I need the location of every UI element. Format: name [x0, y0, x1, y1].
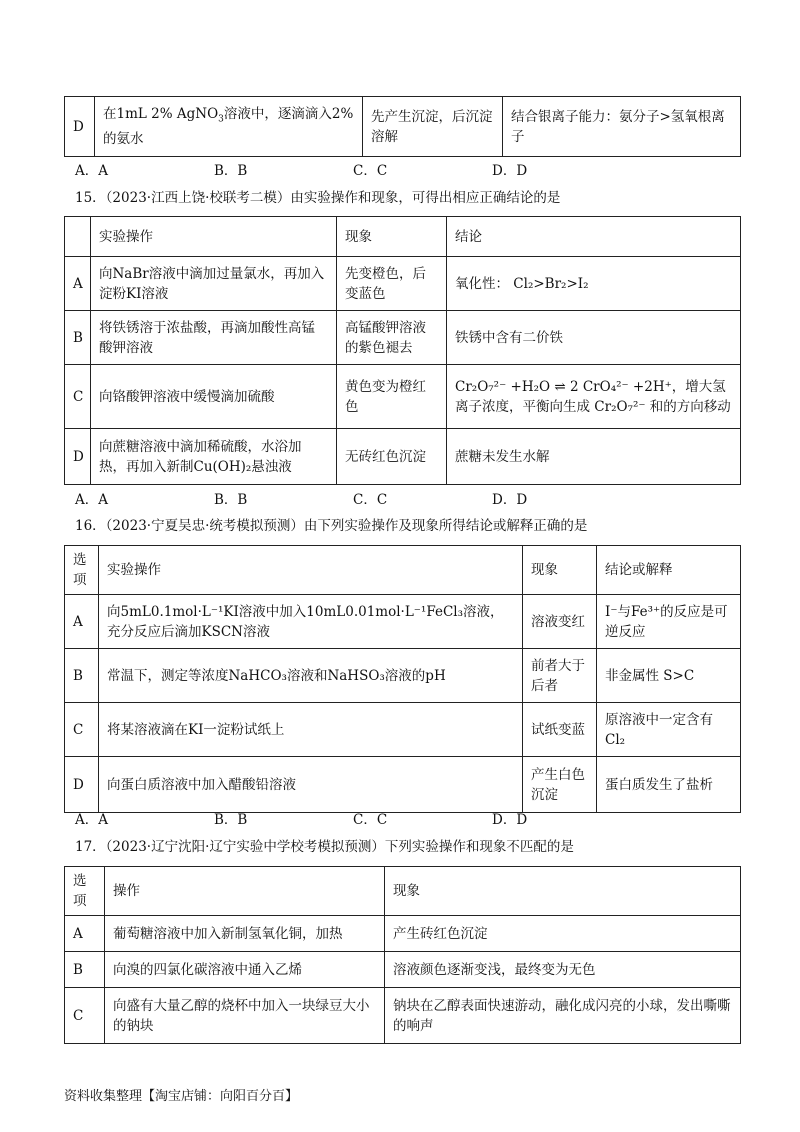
option-b[interactable]: B．B	[214, 812, 248, 828]
q15-options	[75, 488, 775, 506]
option-b[interactable]: B．B	[214, 163, 248, 179]
table-row: C 向盛有大量乙醇的烧杯中加入一块绿豆大小的钠块 钠块在乙醇表面快速游动，融化成闪亮的小球，发出嘶嘶的响声	[65, 988, 741, 1044]
table-header: 选项 操作 现象	[65, 867, 741, 916]
table-row: A 向NaBr溶液中滴加过量氯水，再加入淀粉KI溶液 先变橙色，后变蓝色 氧化性： Cl₂>Br₂>I₂	[65, 257, 741, 311]
q16-table	[64, 545, 741, 813]
q14-options	[75, 159, 775, 177]
option-b[interactable]: B．B	[214, 492, 248, 508]
conclusion-cell: 结合银离子能力：氨分子>氢氧根离子	[503, 97, 741, 157]
table-row: D 向蛋白质溶液中加入醋酸铅溶液 产生白色沉淀 蛋白质发生了盐析	[65, 757, 741, 813]
table-row: B 向溴的四氯化碳溶液中通入乙烯 溶液颜色逐渐变浅，最终变为无色	[65, 952, 741, 988]
table-header: 选项 实验操作 现象 结论或解释	[65, 546, 741, 595]
table-row: A 葡萄糖溶液中加入新制氢氧化铜，加热 产生砖红色沉淀	[65, 916, 741, 952]
table-row	[65, 97, 741, 157]
q17-table	[64, 866, 741, 1044]
q16-stem: 16．（2023·宁夏吴忠·统考模拟预测）由下列实验操作及现象所得结论或解释正确的是	[75, 518, 588, 534]
q17-stem: 17．（2023·辽宁沈阳·辽宁实验中学校考模拟预测）下列实验操作和现象不匹配的是	[75, 839, 574, 855]
phenomenon-cell: 先产生沉淀，后沉淀溶解	[363, 97, 503, 157]
q15-stem: 15．（2023·江西上饶·校联考二模）由实验操作和现象，可得出相应正确结论的是	[75, 190, 561, 206]
table-header: 实验操作 现象 结论	[65, 217, 741, 257]
option-d[interactable]: D．D	[492, 492, 528, 508]
option-key: D	[65, 97, 95, 157]
table-row: B 将铁锈溶于浓盐酸，再滴加酸性高锰酸钾溶液 高锰酸钾溶液的紫色褪去 铁锈中含有二价铁	[65, 311, 741, 365]
table-row: C 将某溶液滴在KI一淀粉试纸上 试纸变蓝 原溶液中一定含有Cl₂	[65, 703, 741, 757]
option-c[interactable]: C．C	[353, 492, 388, 508]
option-a[interactable]: A．A	[75, 812, 108, 828]
option-c[interactable]: C．C	[353, 812, 388, 828]
option-d[interactable]: D．D	[492, 163, 528, 179]
option-a[interactable]: A．A	[75, 163, 108, 179]
q14-table	[64, 96, 741, 157]
option-c[interactable]: C．C	[353, 163, 388, 179]
q16-options	[75, 808, 775, 826]
table-row: B 常温下，测定等浓度NaHCO₃溶液和NaHSO₃溶液的pH 前者大于后者 非金属性 S>C	[65, 649, 741, 703]
q15-table	[64, 216, 741, 485]
table-row: C 向铬酸钾溶液中缓慢滴加硫酸 黄色变为橙红色 Cr₂O₇²⁻ +H₂O ⇌ 2 CrO₄²⁻ +2H⁺，增大氢离子浓度，平衡向生成 Cr₂O₇²⁻ 和的方向移动	[65, 365, 741, 429]
table-row: D 向蔗糖溶液中滴加稀硫酸，水浴加热，再加入新制Cu(OH)₂悬浊液 无砖红色沉淀 蔗糖未发生水解	[65, 429, 741, 485]
page-footer: 资料收集整理【淘宝店铺：向阳百分百】	[64, 1089, 299, 1104]
option-a[interactable]: A．A	[75, 492, 108, 508]
option-d[interactable]: D．D	[492, 812, 528, 828]
table-row: A 向5mL0.1mol·L⁻¹KI溶液中加入10mL0.01mol·L⁻¹FeCl₃溶液，充分反应后滴加KSCN溶液 溶液变红 I⁻与Fe³⁺的反应是可逆反应	[65, 595, 741, 649]
operation-cell: 在1mL 2% AgNO$_3$溶液中，逐滴滴入2%的氨水	[95, 97, 363, 157]
